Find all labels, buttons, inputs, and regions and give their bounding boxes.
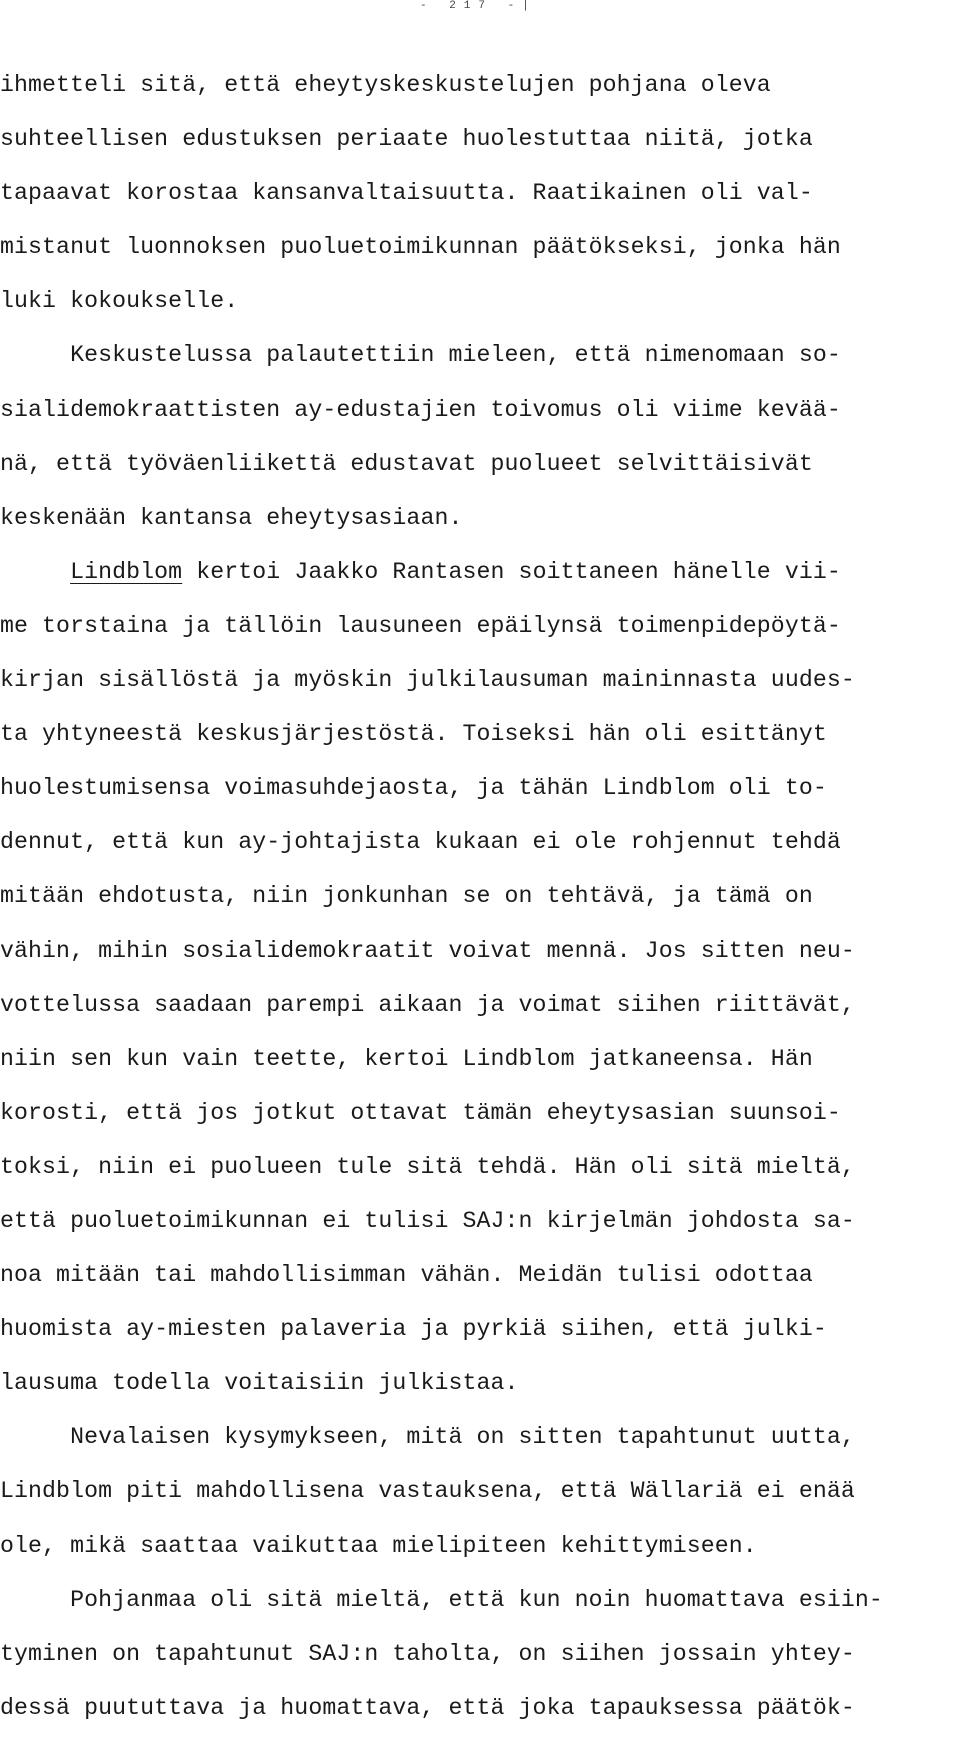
text-segment: tyminen on tapahtunut SAJ:n taholta, on siihen jossain yhtey-	[0, 1640, 855, 1667]
text-segment: me torstaina ja tällöin lausuneen epäilynsä toimenpidepöytä-	[0, 612, 841, 639]
text-segment: mistanut luonnoksen puoluetoimikunnan päätökseksi, jonka hän	[0, 234, 841, 261]
text-segment: vähin, mihin sosialidemokraatit voivat mennä. Jos sitten neu-	[0, 937, 855, 964]
text-line	[0, 1523, 960, 1577]
text-line	[0, 873, 960, 927]
text-line	[0, 1036, 960, 1090]
text-segment: Lindblom piti mahdollisena vastauksena, että Wällariä ei enää	[0, 1478, 855, 1505]
text-line	[0, 819, 960, 873]
text-line	[0, 1252, 960, 1306]
text-segment: ihmetteli sitä, että eheytyskeskustelujen pohjana oleva	[0, 72, 771, 98]
text-segment: dennut, että kun ay-johtajista kukaan ei ole rohjennut tehdä	[0, 829, 841, 856]
text-line	[0, 441, 960, 495]
text-segment: noa mitään tai mahdollisimman vähän. Meidän tulisi odottaa	[0, 1262, 813, 1289]
text-line	[0, 1414, 960, 1468]
text-segment: tapaavat korostaa kansanvaltaisuutta. Raatikainen oli val-	[0, 180, 813, 207]
text-line	[0, 982, 960, 1036]
text-segment: keskenään kantansa eheytysasiaan.	[0, 504, 463, 531]
page-number: - 217 -|	[420, 0, 537, 12]
text-segment: mitään ehdotusta, niin jonkunhan se on tehtävä, ja tämä on	[0, 883, 813, 910]
text-segment: kertoi Jaakko Rantasen soittaneen hänelle vii-	[182, 558, 841, 585]
text-line	[0, 549, 960, 603]
text-segment: että puoluetoimikunnan ei tulisi SAJ:n kirjelmän johdosta sa-	[0, 1207, 855, 1234]
underlined-name: Lindblom	[70, 558, 183, 585]
text-line	[0, 1306, 960, 1360]
text-segment: lausuma todella voitaisiin julkistaa.	[0, 1370, 519, 1397]
text-line	[0, 170, 960, 224]
text-line	[0, 1631, 960, 1685]
text-segment: Keskustelussa palautettiin mieleen, että nimenomaan so-	[0, 342, 841, 369]
text-line	[0, 116, 960, 170]
text-line	[0, 928, 960, 982]
text-line	[0, 332, 960, 386]
text-segment: huomista ay-miesten palaveria ja pyrkiä siihen, että julki-	[0, 1316, 827, 1343]
text-segment: ole, mikä saattaa vaikuttaa mielipiteen kehittymiseen.	[0, 1532, 757, 1559]
text-segment: suhteellisen edustuksen periaate huolestuttaa niitä, jotka	[0, 126, 813, 153]
text-line	[0, 224, 960, 278]
text-segment: niin sen kun vain teette, kertoi Lindblom jatkaneensa. Hän	[0, 1045, 813, 1072]
text-line	[0, 657, 960, 711]
text-line	[0, 711, 960, 765]
text-line	[0, 1198, 960, 1252]
text-segment: toksi, niin ei puolueen tule sitä tehdä. Hän oli sitä mieltä,	[0, 1153, 855, 1180]
text-segment: luki kokoukselle.	[0, 288, 239, 315]
text-line	[0, 1468, 960, 1522]
text-segment: Nevalaisen kysymykseen, mitä on sitten tapahtunut uutta,	[0, 1424, 855, 1451]
text-line	[0, 1685, 960, 1739]
text-line	[0, 495, 960, 549]
document-body	[0, 62, 960, 1739]
text-line	[0, 62, 960, 116]
text-line	[0, 1144, 960, 1198]
text-segment	[0, 559, 70, 585]
text-line	[0, 387, 960, 441]
text-line	[0, 765, 960, 819]
text-line	[0, 278, 960, 332]
text-segment: korosti, että jos jotkut ottavat tämän eheytysasian suunsoi-	[0, 1099, 841, 1126]
text-line	[0, 603, 960, 657]
text-line	[0, 1090, 960, 1144]
text-segment: dessä puututtava ja huomattava, että joka tapauksessa päätök-	[0, 1694, 855, 1721]
text-segment: vottelussa saadaan parempi aikaan ja voimat siihen riittävät,	[0, 991, 855, 1018]
text-segment: huolestumisensa voimasuhdejaosta, ja tähän Lindblom oli to-	[0, 775, 827, 802]
text-segment: nä, että työväenliikettä edustavat puolueet selvittäisivät	[0, 450, 813, 477]
text-segment: kirjan sisällöstä ja myöskin julkilausuman maininnasta uudes-	[0, 667, 855, 694]
text-line	[0, 1360, 960, 1414]
text-line	[0, 1577, 960, 1631]
text-segment: ta yhtyneestä keskusjärjestöstä. Toiseksi hän oli esittänyt	[0, 721, 827, 748]
text-segment: sialidemokraattisten ay-edustajien toivomus oli viime kevää-	[0, 396, 841, 423]
text-segment: Pohjanmaa oli sitä mieltä, että kun noin huomattava esiin-	[0, 1586, 883, 1613]
